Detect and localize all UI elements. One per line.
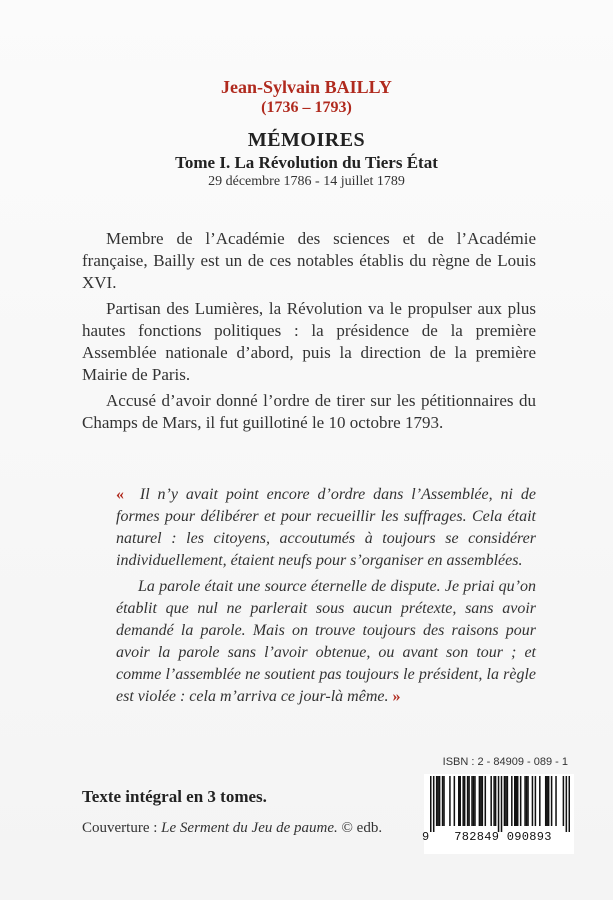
barcode-bar bbox=[467, 776, 469, 826]
barcode-bar bbox=[514, 776, 516, 826]
barcode-bar bbox=[480, 776, 482, 826]
barcode-icon bbox=[430, 776, 570, 832]
summary-text bbox=[82, 228, 536, 438]
barcode-bar bbox=[520, 776, 522, 826]
barcode-bar bbox=[555, 776, 557, 826]
barcode-bar bbox=[436, 776, 438, 826]
integral-text-note: Texte intégral en 3 tomes. bbox=[82, 787, 267, 806]
barcode-bar bbox=[449, 776, 451, 826]
author-years: (1736 – 1793) bbox=[261, 99, 352, 116]
barcode-bar bbox=[479, 776, 481, 826]
barcode-bar bbox=[501, 776, 503, 832]
barcode-bar bbox=[548, 776, 550, 826]
barcode-bar bbox=[490, 776, 492, 826]
close-quote-mark: » bbox=[392, 688, 401, 705]
barcode-bar bbox=[551, 776, 553, 826]
book-title: MÉMOIRES bbox=[247, 129, 366, 151]
barcode-bar bbox=[517, 776, 519, 826]
barcode-bar bbox=[430, 776, 432, 832]
volume-title: Tome I. La Révolution du Tiers État bbox=[175, 153, 438, 172]
summary-paragraph: Accusé d’avoir donné l’ordre de tirer sur les pétitionnaires du Champs de Mars, il fut guillotiné le 10 octobre 1793. bbox=[82, 391, 536, 432]
barcode-bar bbox=[566, 776, 568, 832]
barcode-bar bbox=[527, 776, 529, 826]
barcode-bar bbox=[498, 776, 500, 832]
barcode-bar bbox=[493, 776, 495, 826]
barcode-bar bbox=[433, 776, 435, 832]
barcode-bar bbox=[539, 776, 541, 826]
barcode-bar bbox=[563, 776, 565, 826]
barcode-bar bbox=[511, 776, 513, 826]
barcode-digits: 782849 090893 bbox=[454, 830, 552, 844]
cover-credit bbox=[82, 818, 382, 838]
author-name: Jean-Sylvain BAILLY bbox=[221, 77, 392, 97]
barcode-bar bbox=[532, 776, 534, 826]
barcode-bar bbox=[524, 776, 526, 826]
summary-paragraph: Partisan des Lumières, la Révolution va le propulser aux plus hautes fonctions politiques : la présidence de la première Assemblée nationale d’abord, puis la direction de la première Mairie de Paris. bbox=[82, 299, 536, 384]
barcode-bar bbox=[545, 776, 547, 826]
barcode-bar bbox=[458, 776, 460, 826]
barcode-bar bbox=[471, 776, 473, 826]
barcode-bar bbox=[464, 776, 466, 826]
cover-header bbox=[0, 76, 613, 191]
cover-artwork-title: Le Serment du Jeu de paume. bbox=[161, 820, 338, 836]
quote-paragraph bbox=[116, 484, 536, 572]
barcode-bar bbox=[507, 776, 509, 826]
barcode-bar bbox=[459, 776, 461, 826]
isbn-label: ISBN : 2 - 84909 - 089 - 1 bbox=[442, 756, 568, 768]
barcode-bar bbox=[468, 776, 470, 826]
barcode-bar bbox=[495, 776, 497, 826]
barcode-bar bbox=[546, 776, 548, 826]
quote-text-2: La parole était une source éternelle de dispute. Je priai qu’on établit que nul ne parlerait sous aucun prétexte, sans avoir demandé la parole. Mais on trouve toujours des raisons pour avoir la parole sans l’avoir obtenue, ou avant son tour ; et comme l’assemblée ne soutient pas toujours le président, la règle est violée : cela m’arriva ce jour-là même. bbox=[116, 578, 536, 705]
quote-text-1: Il n’y avait point encore d’ordre dans l’Assemblée, ni de formes pour délibérer et pour recueillir les suffrages. Cela était naturel : les citoyens, accoutumés à toujours se considérer individuellement, étaient neufs pour s’organiser en assemblées. bbox=[116, 486, 537, 569]
summary-paragraph: Membre de l’Académie des sciences et de l’Académie française, Bailly est un de ces notables établis du règne de Louis XVI. bbox=[82, 229, 536, 292]
barcode-bar bbox=[473, 776, 475, 826]
barcode-bar bbox=[526, 776, 528, 826]
barcode-bar bbox=[474, 776, 476, 826]
barcode-bar bbox=[462, 776, 464, 826]
barcode-bar bbox=[504, 776, 506, 826]
barcode-bar bbox=[439, 776, 441, 826]
cover-credit-prefix: Couverture : bbox=[82, 820, 162, 836]
cover-credit-suffix: © edb. bbox=[337, 820, 383, 836]
barcode-bar bbox=[482, 776, 484, 826]
barcode-bar bbox=[485, 776, 487, 826]
barcode-bar bbox=[535, 776, 537, 826]
barcode-area bbox=[424, 774, 574, 854]
quote-paragraph bbox=[116, 576, 536, 708]
volume-dates: 29 décembre 1786 - 14 juillet 1789 bbox=[208, 174, 405, 189]
barcode-bar bbox=[443, 776, 445, 826]
quote-block bbox=[116, 484, 536, 712]
barcode-lead-digit: 9 bbox=[422, 830, 430, 844]
barcode-bar bbox=[454, 776, 456, 826]
open-quote-mark: « bbox=[116, 486, 124, 503]
barcode-bar bbox=[515, 776, 517, 826]
barcode-bar bbox=[442, 776, 444, 826]
barcode-bar bbox=[437, 776, 439, 826]
barcode-bar bbox=[505, 776, 507, 826]
barcode-bar bbox=[569, 776, 570, 832]
